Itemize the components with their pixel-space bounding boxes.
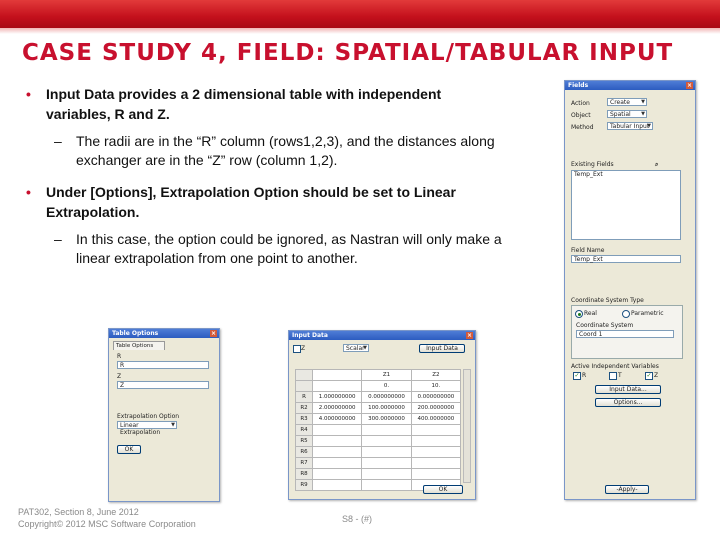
options-window-title: Table Options (112, 330, 159, 337)
table-row-header: R (296, 392, 313, 403)
extrapolation-select[interactable]: Linear Extrapolation ▼ (117, 421, 177, 429)
z-checkbox[interactable] (293, 345, 301, 353)
z-check-label: Z (654, 372, 659, 379)
r-check-label: R (582, 372, 587, 379)
z-label: Z (117, 373, 122, 380)
table-cell[interactable] (313, 425, 362, 436)
input-ok-button[interactable]: OK (423, 485, 463, 494)
table-cell[interactable] (362, 425, 411, 436)
table-cell[interactable] (411, 447, 460, 458)
table-cell[interactable] (313, 381, 362, 392)
ok-button[interactable]: OK (117, 445, 141, 454)
z-checkbox[interactable]: ✓ (646, 372, 652, 379)
existing-fields-label: Existing Fields (571, 161, 614, 168)
bullet-1 (26, 84, 506, 124)
table-row-header: R5 (296, 436, 313, 447)
sub-bullet-2-text: In this case, the option could be ignored, as Nastran will only make a linear extrapolation from one point to another. (76, 231, 502, 266)
slide-top-bar (0, 0, 720, 28)
sub-bullet-2 (26, 230, 506, 268)
method-label: Method (571, 124, 594, 131)
table-row-header: R9 (296, 480, 313, 491)
table-cell[interactable] (411, 458, 460, 469)
table-scrollbar[interactable] (463, 369, 471, 483)
table-cell[interactable] (313, 458, 362, 469)
table-cell[interactable]: 300.0000000 (362, 414, 411, 425)
action-label: Action (571, 100, 590, 107)
slide-title: CASE STUDY 4, FIELD: SPATIAL/TABULAR INPUT (22, 40, 674, 66)
sub-bullet-1 (26, 132, 506, 170)
table-row-header: R8 (296, 469, 313, 480)
table-row (296, 436, 461, 447)
table-col-header: Z2 (411, 370, 460, 381)
r-label: R (117, 353, 122, 360)
table-cell[interactable]: 1.000000000 (313, 392, 362, 403)
table-row (296, 381, 461, 392)
r-checkbox[interactable]: ✓ (574, 372, 580, 379)
table-col-header: Z1 (362, 370, 411, 381)
options-button[interactable]: Options... (595, 398, 661, 407)
fields-window-title: Fields (568, 82, 589, 89)
existing-field-item[interactable]: Temp_Ext (574, 171, 603, 178)
tab-label: Table Options (116, 343, 154, 349)
table-cell[interactable]: 0.000000000 (362, 392, 411, 403)
footer (18, 506, 196, 530)
table-cell[interactable] (411, 469, 460, 480)
bullet-dot-icon: • (26, 184, 31, 200)
table-row-header: R7 (296, 458, 313, 469)
table-cell[interactable] (411, 436, 460, 447)
coord-frame-label: Coordinate System (576, 322, 634, 329)
field-name-label: Field Name (571, 247, 605, 254)
fields-window-titlebar (565, 81, 695, 90)
table-corner (296, 370, 313, 381)
table-cell[interactable]: 10. (411, 381, 460, 392)
coord-type-label: Coordinate System Type (571, 297, 644, 304)
scalar-select[interactable]: Scalar ▼ (343, 344, 369, 352)
dash-icon: – (54, 231, 62, 247)
real-radio[interactable] (575, 310, 583, 318)
table-row (296, 425, 461, 436)
table-row (296, 392, 461, 403)
options-window-titlebar (109, 329, 219, 338)
table-options-window (108, 328, 220, 502)
t-checkbox[interactable] (609, 372, 617, 380)
table-cell[interactable]: 100.0000000 (362, 403, 411, 414)
table-cell[interactable]: 400.0000000 (411, 414, 460, 425)
t-check-label: T (618, 372, 622, 379)
table-col-header (313, 370, 362, 381)
table-cell[interactable] (362, 458, 411, 469)
sub-bullet-1-text: The radii are in the “R” column (rows1,2,3), and the distances along exchanger are in the “Z” row (column 1,2). (76, 133, 495, 168)
table-cell[interactable] (411, 425, 460, 436)
table-cell[interactable]: 200.0000000 (411, 403, 460, 414)
coord-frame-input[interactable]: Coord 1 (576, 330, 674, 338)
table-cell[interactable] (313, 480, 362, 491)
table-row-header: R4 (296, 425, 313, 436)
table-row-header: R6 (296, 447, 313, 458)
close-icon[interactable]: × (466, 332, 473, 339)
filter-icon[interactable]: ⌕ (655, 161, 659, 168)
page-number: S8 - (#) (342, 514, 373, 524)
table-cell[interactable]: 2.000000000 (313, 403, 362, 414)
table-header-row (296, 370, 461, 381)
table-cell[interactable]: 4.000000000 (313, 414, 362, 425)
bullet-2 (26, 182, 506, 222)
extrapolation-label: Extrapolation Option (117, 413, 180, 420)
table-row-header (296, 381, 313, 392)
existing-fields-list[interactable] (571, 170, 681, 240)
close-icon[interactable]: × (686, 82, 693, 89)
tab-table-options[interactable] (113, 341, 165, 350)
table-cell[interactable] (362, 469, 411, 480)
input-data-window (288, 330, 476, 500)
table-row (296, 469, 461, 480)
coord-panel (571, 305, 683, 359)
table-row-header: R3 (296, 414, 313, 425)
table-cell[interactable] (362, 447, 411, 458)
bullet-1-text: Input Data provides a 2 dimensional table with independent variables, R and Z. (46, 86, 442, 122)
r-input[interactable]: R (117, 361, 209, 369)
table-cell[interactable] (313, 436, 362, 447)
dash-icon: – (54, 133, 62, 149)
fields-window (564, 80, 696, 500)
table-cell[interactable]: 0. (362, 381, 411, 392)
method-select[interactable]: Tabular Input ▼ (607, 122, 653, 130)
apply-button[interactable]: -Apply- (605, 485, 649, 494)
object-select[interactable]: Spatial ▼ (607, 110, 647, 118)
parametric-label: Parametric (631, 310, 664, 317)
input-data-button[interactable]: Input Data... (595, 385, 661, 394)
active-vars-label: Active Independent Variables (571, 363, 659, 370)
z-input[interactable]: Z (117, 381, 209, 389)
table-row (296, 458, 461, 469)
table-row (296, 447, 461, 458)
footer-line-1: PAT302, Section 8, June 2012 (18, 507, 139, 517)
bullet-2-text: Under [Options], Extrapolation Option should be set to Linear Extrapolation. (46, 184, 456, 220)
bullet-list (26, 84, 506, 280)
table-cell[interactable] (313, 469, 362, 480)
footer-line-2: Copyright© 2012 MSC Software Corporation (18, 519, 196, 529)
action-select[interactable]: Create ▼ (607, 98, 647, 106)
object-label: Object (571, 112, 591, 119)
input-data-submit[interactable]: Input Data (419, 344, 465, 353)
field-name-input[interactable]: Temp_Ext (571, 255, 681, 263)
table-row (296, 414, 461, 425)
bullet-dot-icon: • (26, 86, 31, 102)
z-check-label: Z (301, 345, 306, 352)
table-row-header: R2 (296, 403, 313, 414)
input-data-table[interactable] (295, 369, 461, 491)
real-label: Real (584, 310, 597, 317)
input-window-title: Input Data (292, 332, 328, 339)
table-cell[interactable] (313, 447, 362, 458)
input-window-titlebar (289, 331, 475, 340)
table-cell[interactable] (362, 480, 411, 491)
table-row (296, 403, 461, 414)
parametric-radio[interactable] (622, 310, 630, 318)
table-cell[interactable]: 0.000000000 (411, 392, 460, 403)
close-icon[interactable]: × (210, 330, 217, 337)
table-cell[interactable] (362, 436, 411, 447)
